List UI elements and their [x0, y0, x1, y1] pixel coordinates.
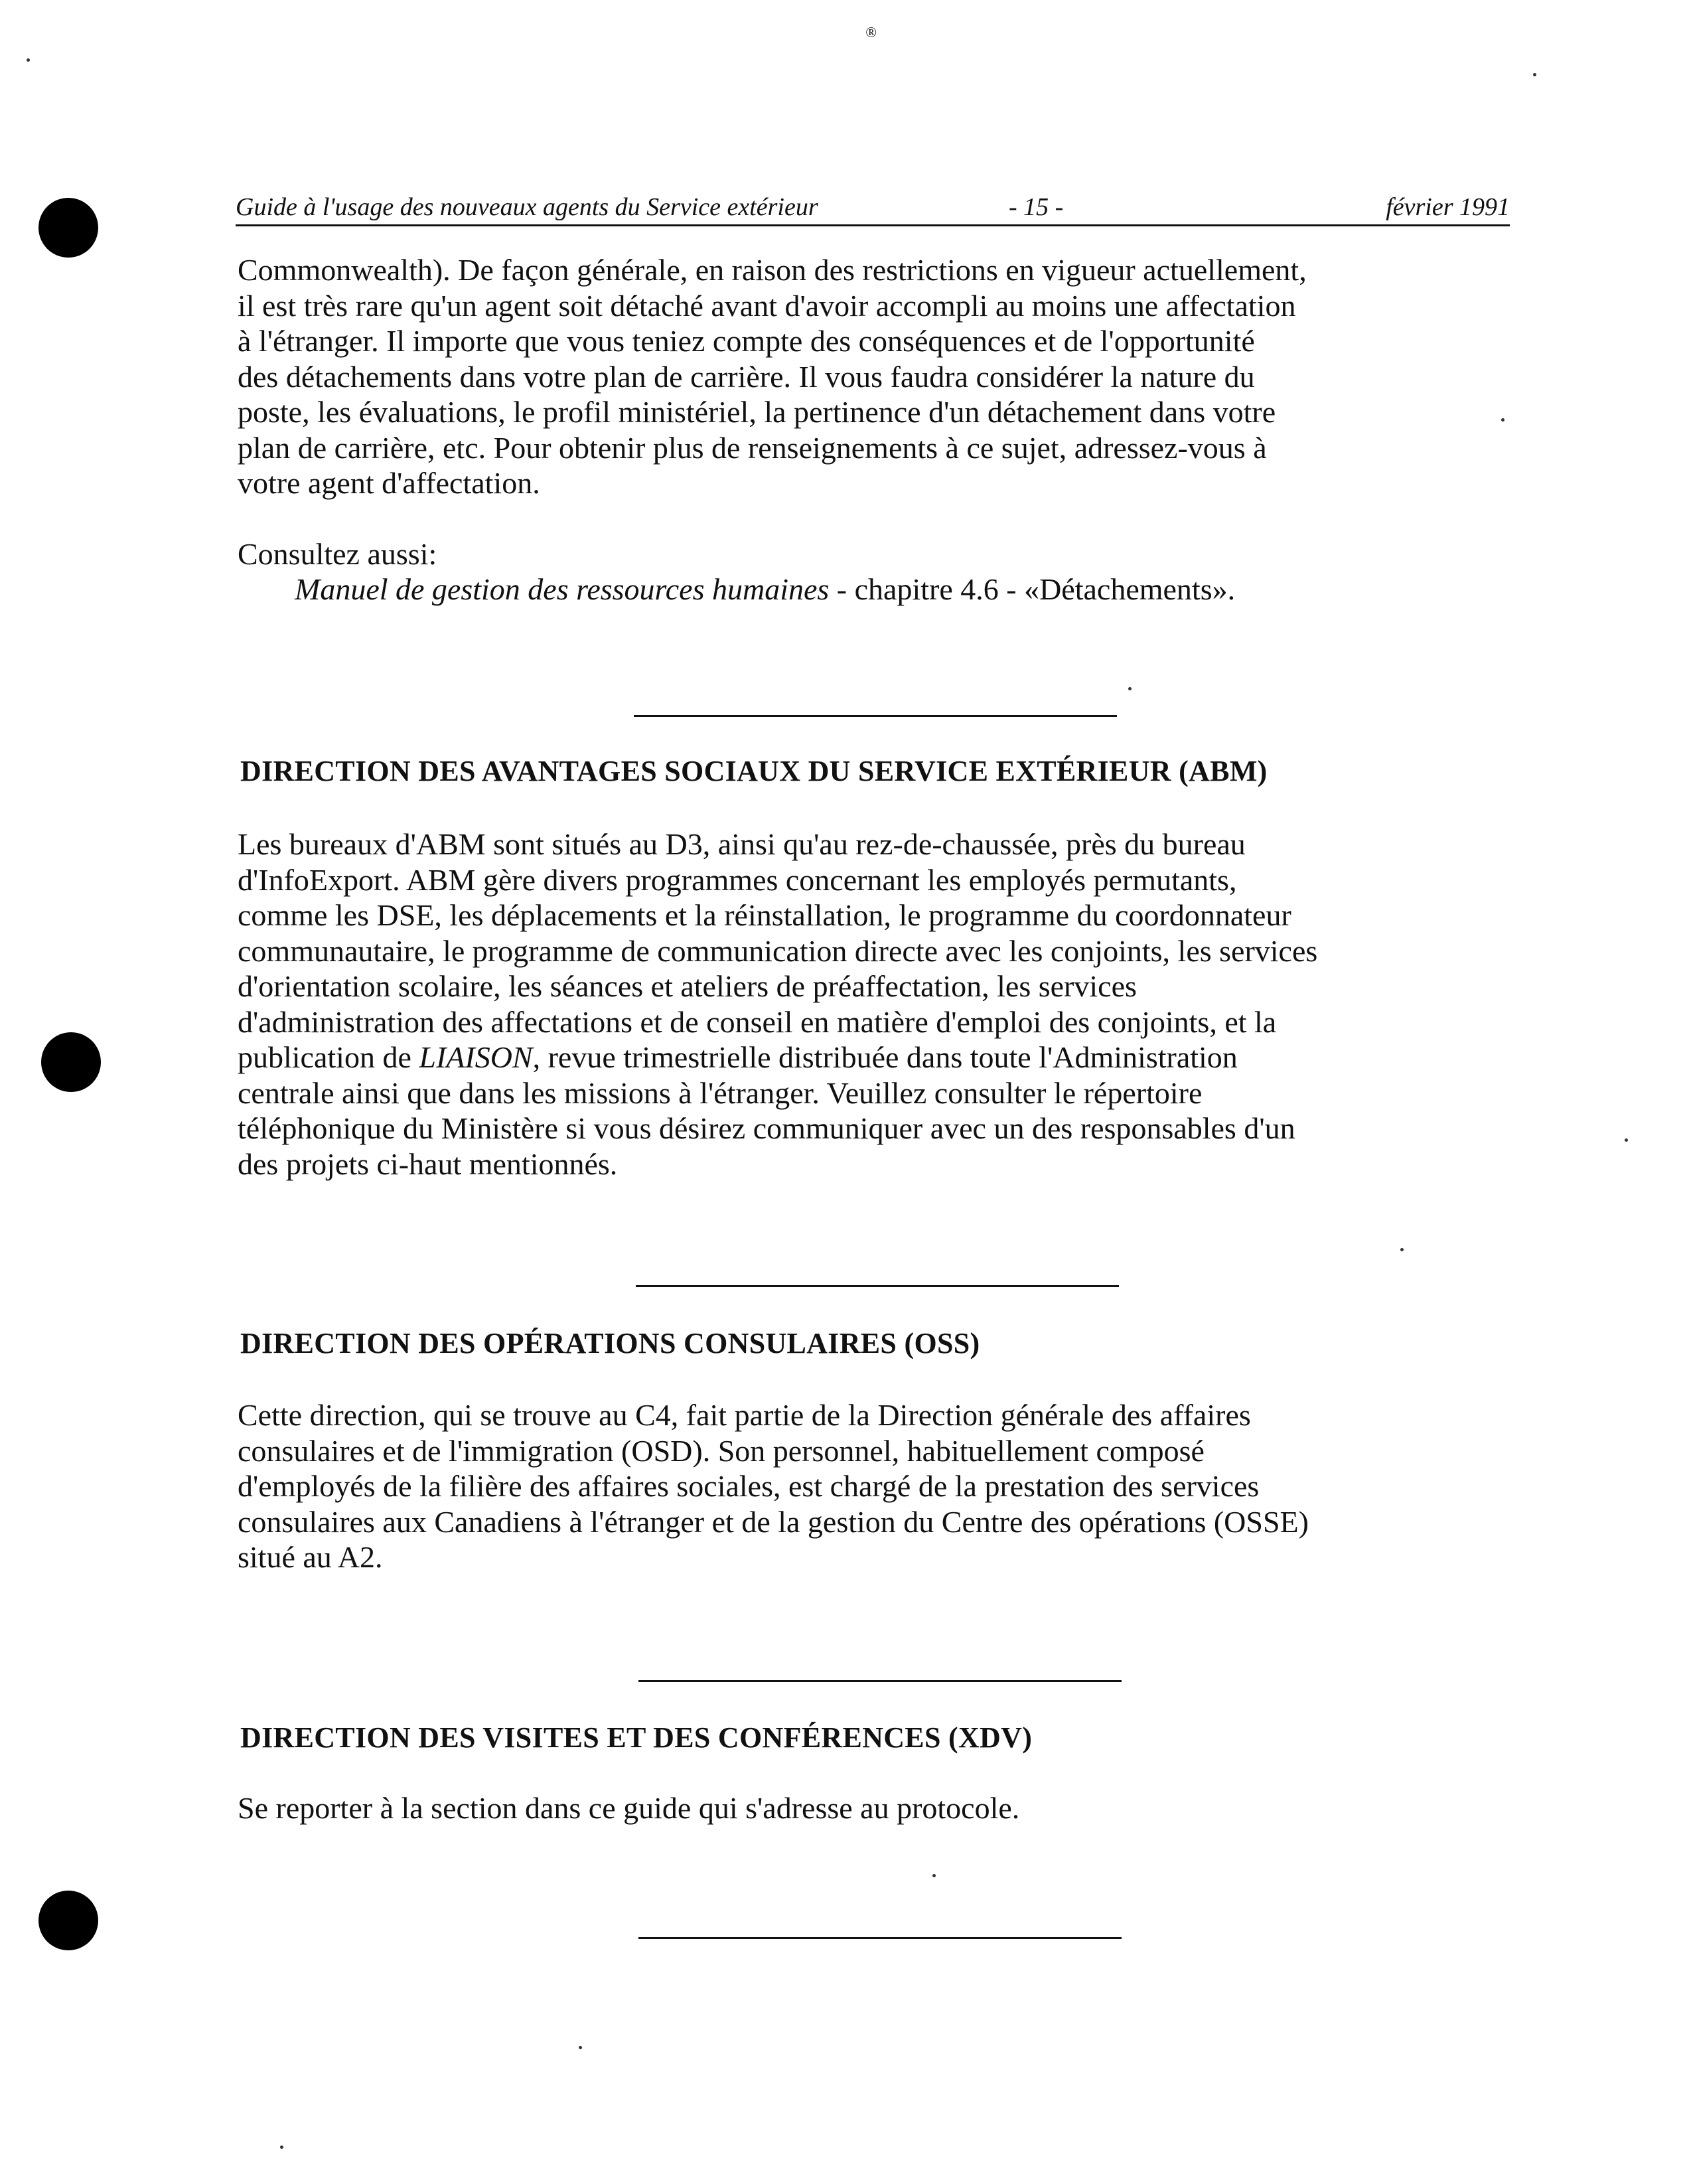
- scan-speck: [1625, 1138, 1628, 1142]
- scan-speck: [579, 2046, 582, 2049]
- text-line: consulaires et de l'immigration (OSD). Son personnel, habituellement composé: [238, 1433, 1205, 1468]
- text-line: situé au A2.: [238, 1540, 383, 1574]
- text-line: des détachements dans votre plan de carrière. Il vous faudra considérer la nature du: [238, 359, 1255, 394]
- scan-speck: [27, 58, 30, 62]
- section-paragraph-abm: [238, 826, 1512, 1182]
- binder-hole: [41, 1032, 101, 1092]
- section-divider: [638, 1937, 1122, 1939]
- section-paragraph-oss: [238, 1397, 1512, 1575]
- see-also-reference: [238, 572, 1235, 607]
- text-line: d'administration des affectations et de conseil en matière d'emploi des conjoints, et la: [238, 1004, 1277, 1039]
- scan-speck: [1128, 687, 1132, 690]
- section-divider: [636, 1285, 1119, 1287]
- scan-speck: [932, 1874, 936, 1877]
- text-line: consulaires aux Canadiens à l'étranger et de la gestion du Centre des opérations (OSSE): [238, 1504, 1309, 1539]
- header-date: février 1991: [1386, 193, 1510, 221]
- text-line: Les bureaux d'ABM sont situés au D3, ainsi qu'au rez-de-chaussée, près du bureau: [238, 827, 1246, 861]
- text-line: Se reporter à la section dans ce guide qui s'adresse au protocole.: [238, 1791, 1020, 1825]
- section-heading-oss: DIRECTION DES OPÉRATIONS CONSULAIRES (OSS): [240, 1327, 980, 1360]
- running-header: [236, 189, 1510, 226]
- text-line: communautaire, le programme de communication directe avec les conjoints, les services: [238, 933, 1318, 968]
- text-line: des projets ci-haut mentionnés.: [238, 1146, 618, 1181]
- text-line: plan de carrière, etc. Pour obtenir plus de renseignements à ce sujet, adressez-vous à: [238, 430, 1267, 465]
- text-line-liaison: [238, 1040, 1512, 1075]
- section-divider: [638, 1680, 1122, 1682]
- text-line: Commonwealth). De façon générale, en raison des restrictions en vigueur actuellement,: [238, 253, 1307, 287]
- text-line: poste, les évaluations, le profil ministériel, la pertinence d'un détachement dans votre: [238, 395, 1276, 429]
- binder-hole: [38, 1891, 98, 1950]
- scan-speck: [280, 2145, 283, 2149]
- liaison-title: LIAISON: [419, 1040, 533, 1074]
- intro-paragraph: [238, 252, 1512, 501]
- text-line: Cette direction, qui se trouve au C4, fait partie de la Direction générale des affaires: [238, 1398, 1251, 1432]
- reference-title: Manuel de gestion des ressources humaines: [295, 572, 830, 606]
- text-line: téléphonique du Ministère si vous désirez communiquer avec un des responsables d'un: [238, 1111, 1295, 1145]
- text-line: centrale ainsi que dans les missions à l'étranger. Veuillez consulter le répertoire: [238, 1075, 1203, 1110]
- section-heading-abm: DIRECTION DES AVANTAGES SOCIAUX DU SERVICE EXTÉRIEUR (ABM): [240, 755, 1268, 787]
- liaison-before: publication de: [238, 1040, 419, 1074]
- text-line: comme les DSE, les déplacements et la réinstallation, le programme du coordonnateur: [238, 898, 1291, 932]
- text-line: il est très rare qu'un agent soit détaché avant d'avoir accompli au moins une affectation: [238, 288, 1296, 323]
- see-also-block: [238, 536, 1235, 607]
- text-line: d'InfoExport. ABM gère divers programmes concernant les employés permutants,: [238, 862, 1237, 897]
- scan-speck: [1533, 73, 1536, 76]
- liaison-after: , revue trimestrielle distribuée dans toute l'Administration: [532, 1040, 1238, 1074]
- scan-speck: [1400, 1248, 1404, 1251]
- header-page-number: - 15 -: [1009, 193, 1064, 221]
- header-title: Guide à l'usage des nouveaux agents du Service extérieur: [236, 193, 818, 221]
- binder-hole: [38, 198, 98, 258]
- section-divider: [634, 715, 1117, 717]
- section-paragraph-xdv: [238, 1790, 1512, 1826]
- text-line: à l'étranger. Il importe que vous teniez compte des conséquences et de l'opportunité: [238, 324, 1255, 358]
- text-line: d'employés de la filière des affaires sociales, est chargé de la prestation des services: [238, 1469, 1260, 1503]
- see-also-label: Consultez aussi:: [238, 537, 437, 571]
- section-heading-xdv: DIRECTION DES VISITES ET DES CONFÉRENCES (XDV): [240, 1721, 1033, 1754]
- text-line: votre agent d'affectation.: [238, 466, 540, 500]
- text-line: d'orientation scolaire, les séances et ateliers de préaffectation, les services: [238, 969, 1137, 1003]
- reference-chapter: - chapitre 4.6 - «Détachements».: [829, 572, 1236, 606]
- page-mark: ®: [865, 24, 877, 40]
